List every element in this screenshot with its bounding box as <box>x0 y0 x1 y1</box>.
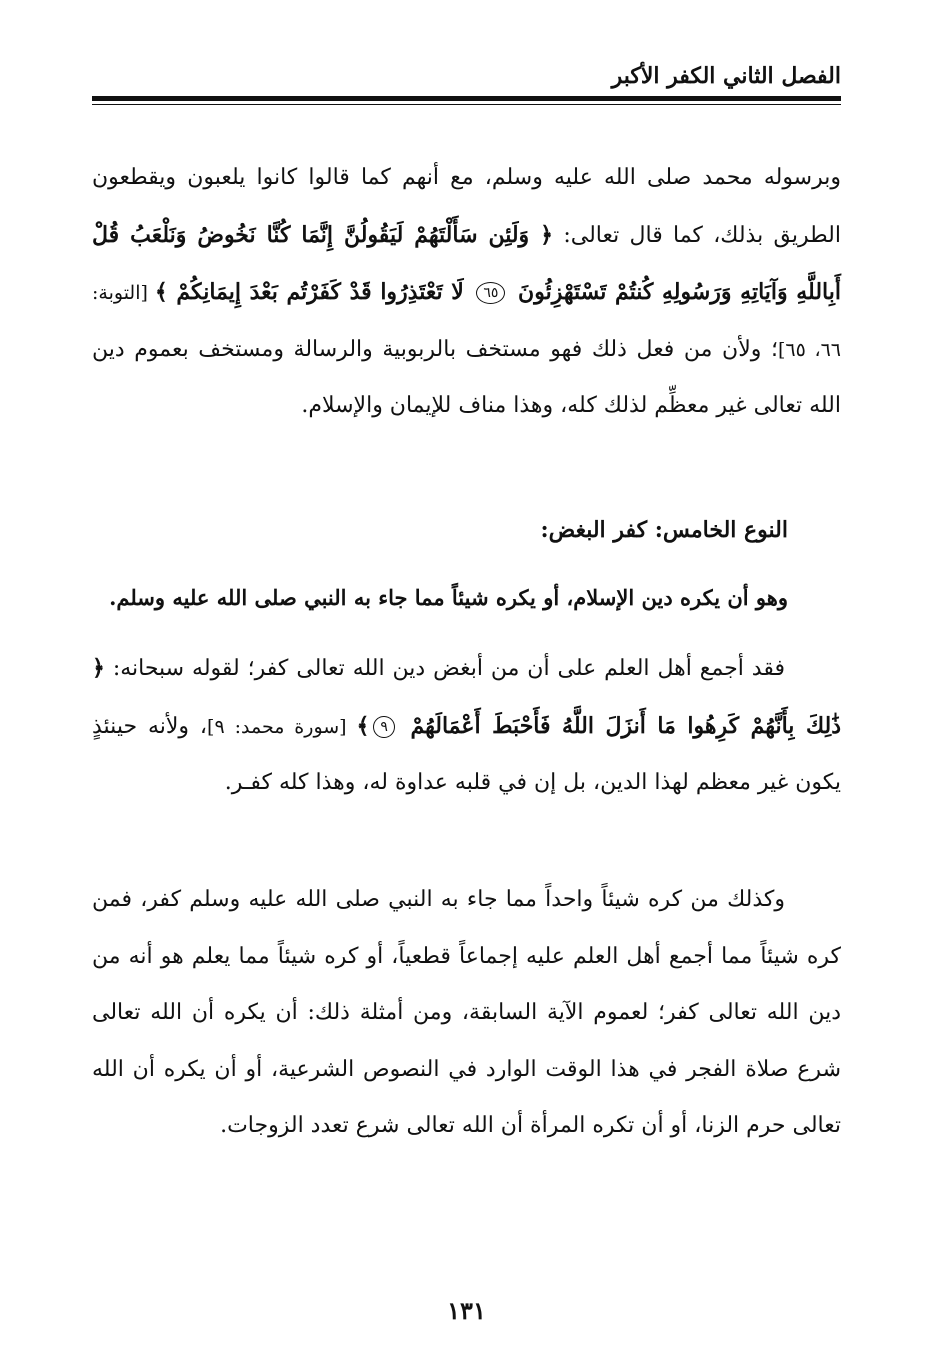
header-rule-thick <box>92 96 841 101</box>
quran-open-bracket: ﴿ <box>540 221 554 248</box>
section-heading: النوع الخامس: كفر البغض: <box>540 517 788 543</box>
paragraph-1-intro: وبرسوله محمد صلى الله عليه وسلم، مع أنهم كما قالوا كانوا يلعبون ويقطعون الطريق بذلك، كما قال تعالى: <box>92 165 841 248</box>
quran-open-bracket: ﴿ <box>92 655 105 681</box>
quran-close-bracket: ﴾ <box>154 279 168 305</box>
header-rule-thin <box>92 104 841 105</box>
paragraph-2-rest: ، ولأنه حينئذٍ يكون غير معظم لهذا الدين، بل إن في قلبه عداوة له، وهذا كله كفـر. <box>92 713 841 795</box>
ayah-number-marker: ٩ <box>373 716 395 738</box>
page-number: ١٣١ <box>447 1296 486 1325</box>
quran-close-bracket: ﴾ <box>356 712 370 739</box>
quran-verse-text: وَلَئِن سَأَلْتَهُمْ لَيَقُولُنَّ إِنَّمَا كُنَّا نَخُوضُ وَنَلْعَبُ قُلْ أَبِاللَّهِ وَآيَاتِهِ وَرَسُولِهِ كُنتُمْ تَسْتَهْزِئُونَ <box>92 221 841 305</box>
paragraph-1 <box>92 150 841 435</box>
quran-verse-text-2: لَا تَعْتَذِرُوا قَدْ كَفَرْتُم بَعْدَ إِيمَانِكُمْ <box>167 279 473 305</box>
paragraph-1-rest: ؛ ولأن من فعل ذلك فهو مستخف بالربوبية والرسالة ومستخف بعموم دين الله تعالى غير معظِّم لذلك كله، وهذا مناف للإيمان والإسلام. <box>92 336 841 418</box>
section-definition: وهو أن يكره دين الإسلام، أو يكره شيئاً مما جاء به النبي صلى الله عليه وسلم. <box>109 585 788 610</box>
ayah-number-marker: ٦٥ <box>476 282 505 304</box>
paragraph-2-intro: فقد أجمع أهل العلم على أن من أبغض دين الله تعالى كفر؛ لقوله سبحانه: <box>104 656 785 681</box>
surah-reference: [التوبة: ٦٦، ٦٥] <box>92 282 841 361</box>
quran-verse-text: ذَٰلِكَ بِأَنَّهُمْ كَرِهُوا مَا أَنزَلَ اللَّهُ فَأَحْبَطَ أَعْمَالَهُمْ <box>398 712 841 739</box>
chapter-header-title: الفصل الثاني الكفر الأكبر <box>611 63 841 89</box>
paragraph-2 <box>92 640 841 812</box>
paragraph-3: وكذلك من كره شيئاً واحداً مما جاء به النبي صلى الله عليه وسلم كفر، فمن كره شيئاً مما أجمع أهل العلم عليه إجماعاً قطعياً، أو كره شيئاً مما يعلم هو أنه من دين الله تعالى كفر؛ لعموم الآية السابقة، ومن أمثلة ذلك: أن يكره أن الله تعالى شرع صلاة الفجر في هذا الوقت الوارد في النصوص الشرعية، أو أن يكره أن الله تعالى حرم الزنا، أو أن تكره المرأة أن الله تعالى شرع تعدد الزوجات. <box>92 887 841 1138</box>
surah-reference: [سورة محمد: ٩] <box>207 715 357 738</box>
